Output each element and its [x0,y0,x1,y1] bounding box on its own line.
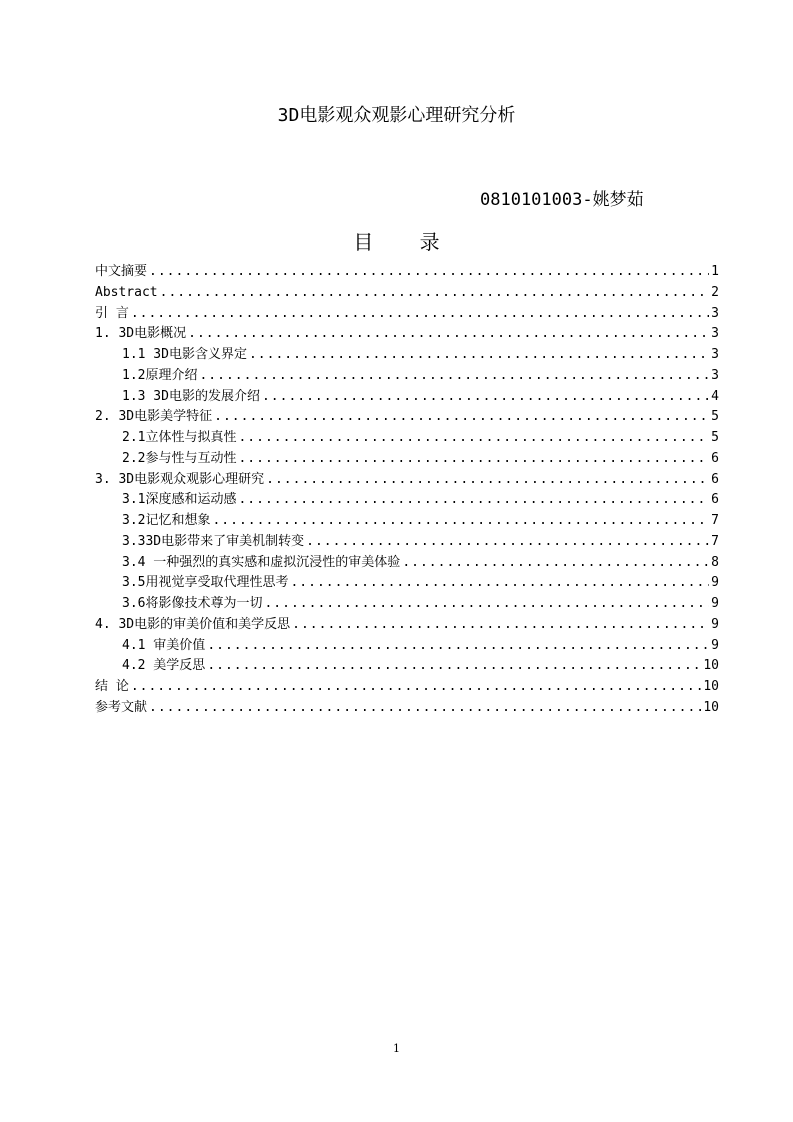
toc-entry-page: 8 [711,554,719,570]
toc-entry[interactable] [95,407,719,428]
toc-entry-page: 7 [711,533,719,549]
page-number: 1 [393,1042,400,1055]
toc-entry-page: 3 [711,305,719,321]
toc-entry[interactable] [95,262,719,283]
toc-entry[interactable] [95,594,719,615]
toc-entry[interactable] [95,677,719,698]
toc-entry[interactable] [95,387,719,408]
toc-dot-leader [264,594,709,615]
toc-entry-label: 2.2参与性与互动性 [122,450,237,466]
table-of-contents [95,262,719,719]
toc-entry-page: 2 [711,284,719,300]
toc-entry-page: 1 [711,264,719,279]
toc-dot-leader [249,345,709,366]
toc-entry-label: 3. 3D电影观众观影心理研究 [95,471,265,487]
toc-entry-page: 7 [711,513,719,528]
toc-entry-label: 2. 3D电影美学特征 [95,409,213,425]
toc-entry-page: 9 [711,616,719,632]
toc-entry-page: 3 [711,326,719,342]
toc-entry-label: 4.2 美学反思 [122,658,206,674]
toc-dot-leader [199,366,709,387]
toc-entry-page: 5 [711,409,719,425]
toc-dot-leader [290,573,709,594]
toc-entry[interactable] [95,449,719,470]
toc-entry[interactable] [95,470,719,491]
toc-entry-page: 9 [711,575,719,591]
toc-entry-label: 3.5用视觉享受取代理性思考 [122,575,289,591]
toc-dot-leader [188,324,709,345]
toc-entry-page: 6 [711,492,719,508]
toc-entry-label: 3.4 一种强烈的真实感和虚拟沉浸性的审美体验 [122,554,401,570]
toc-dot-leader [238,428,709,449]
toc-dot-leader [131,677,702,698]
author-line: 0810101003-姚梦茹 [480,190,644,210]
toc-dot-leader [131,304,709,325]
toc-entry-label: 1. 3D电影概况 [95,326,187,342]
toc-entry[interactable] [95,636,719,657]
toc-entry[interactable] [95,573,719,594]
toc-dot-leader [207,636,709,657]
toc-entry-page: 9 [711,637,719,653]
toc-entry[interactable] [95,656,719,677]
toc-entry-label: Abstract [95,284,158,300]
toc-dot-leader [212,511,709,532]
toc-entry-label: 中文摘要 [95,264,148,279]
toc-entry-page: 5 [711,430,719,445]
toc-entry-label: 1.3 3D电影的发展介绍 [122,388,260,404]
toc-entry[interactable] [95,366,719,387]
toc-entry-page: 10 [703,679,719,694]
toc-entry-label: 结 论 [95,679,129,694]
toc-entry[interactable] [95,532,719,553]
toc-dot-leader [238,490,709,511]
document-title: 3D电影观众观影心理研究分析 [277,105,516,126]
toc-entry-label: 参考文献 [95,699,148,715]
toc-entry[interactable] [95,490,719,511]
toc-dot-leader [160,283,710,304]
toc-entry[interactable] [95,428,719,449]
toc-entry[interactable] [95,511,719,532]
toc-entry[interactable] [95,324,719,345]
toc-entry[interactable] [95,698,719,719]
toc-entry-label: 4.1 审美价值 [122,637,206,653]
toc-entry[interactable] [95,304,719,325]
toc-entry-label: 2.1立体性与拟真性 [122,430,237,445]
toc-entry-page: 10 [703,658,719,674]
toc-dot-leader [214,407,709,428]
toc-entry-page: 10 [703,699,719,715]
toc-entry-page: 4 [711,388,719,404]
toc-dot-leader [306,532,709,553]
toc-entry-label: 3.33D电影带来了审美机制转变 [122,533,305,549]
toc-entry[interactable] [95,553,719,574]
toc-entry-label: 3.2记忆和想象 [122,513,211,528]
toc-entry-label: 引 言 [95,305,129,321]
toc-entry-label: 3.1深度感和运动感 [122,492,237,508]
toc-dot-leader [262,387,709,408]
toc-heading: 目 录 [353,230,460,254]
toc-entry-page: 9 [711,596,719,611]
toc-entry[interactable] [95,615,719,636]
toc-dot-leader [207,656,701,677]
toc-dot-leader [266,470,709,491]
toc-entry-page: 3 [711,347,719,362]
toc-dot-leader [238,449,709,470]
toc-entry-page: 3 [711,367,719,383]
toc-entry-label: 1.2原理介绍 [122,367,198,383]
toc-dot-leader [402,553,709,574]
toc-dot-leader [149,262,709,283]
toc-entry[interactable] [95,283,719,304]
toc-entry[interactable] [95,345,719,366]
toc-entry-label: 1.1 3D电影含义界定 [122,347,247,362]
toc-dot-leader [292,615,709,636]
toc-entry-label: 3.6将影像技术尊为一切 [122,596,263,611]
toc-entry-page: 6 [711,471,719,487]
toc-entry-label: 4. 3D电影的审美价值和美学反思 [95,616,291,632]
toc-dot-leader [149,698,701,719]
toc-entry-page: 6 [711,450,719,466]
